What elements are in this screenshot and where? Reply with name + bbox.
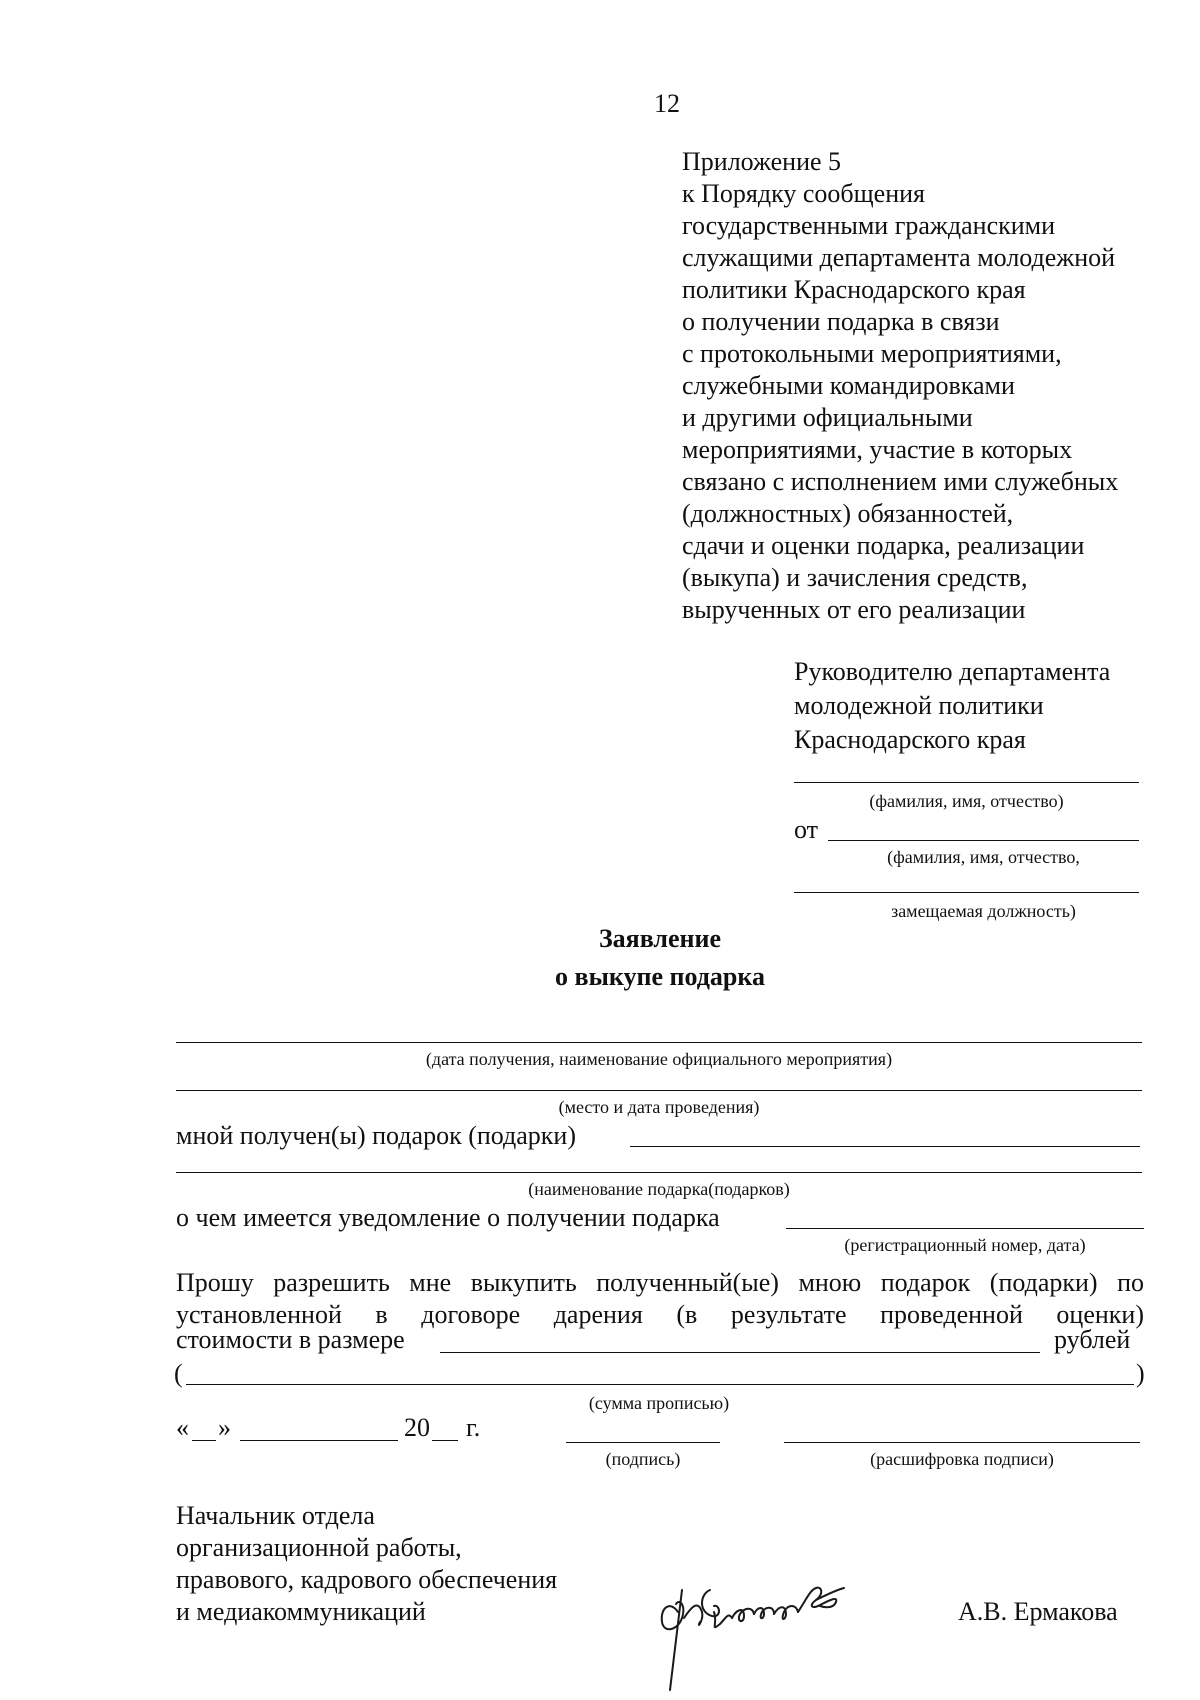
appendix-line: служебными командировками	[682, 371, 1015, 400]
cost-field[interactable]	[440, 1352, 1040, 1353]
request-line: Прошу разрешить мне выкупить полученный(ые) мною подарок (подарки) по	[176, 1268, 1144, 1297]
notice-label: о чем имеется уведомление о получении подарка	[176, 1203, 720, 1232]
title-line: о выкупе подарка	[555, 962, 765, 991]
rubles-label: рублей	[1054, 1325, 1131, 1354]
appendix-line: Приложение 5	[682, 147, 842, 176]
cost-label: стоимости в размере	[176, 1325, 405, 1354]
appendix-line: государственными гражданскими	[682, 211, 1056, 240]
decode-field[interactable]	[784, 1442, 1140, 1443]
addressee-line: молодежной политики	[794, 691, 1044, 720]
date-year-suffix: г.	[466, 1413, 481, 1442]
from-name-caption: (фамилия, имя, отчество,	[887, 847, 1080, 867]
footer-position-line: организационной работы,	[176, 1533, 462, 1562]
title-line: Заявление	[598, 924, 722, 953]
appendix-line: с протокольными мероприятиями,	[682, 339, 1062, 368]
date-day-field[interactable]	[192, 1440, 216, 1441]
appendix-line: политики Краснодарского края	[682, 275, 1026, 304]
signature-caption: (подпись)	[605, 1449, 681, 1469]
from-name-field[interactable]	[828, 840, 1139, 841]
date-quote-close: »	[218, 1413, 231, 1442]
appendix-line: вырученных от его реализации	[682, 595, 1026, 624]
footer-name: А.В. Ермакова	[958, 1597, 1118, 1626]
appendix-block	[682, 146, 1118, 626]
addressee-name-field[interactable]	[794, 782, 1139, 783]
event-field[interactable]	[176, 1042, 1142, 1043]
appendix-line: к Порядку сообщения	[682, 179, 925, 208]
request-text	[176, 1267, 1144, 1331]
appendix-line: мероприятиями, участие в которых	[682, 435, 1073, 464]
appendix-line: о получении подарка в связи	[682, 307, 1000, 336]
footer-position-line: правового, кадрового обеспечения	[176, 1565, 558, 1594]
appendix-line: и другими официальными	[682, 403, 973, 432]
sum-words-field[interactable]	[186, 1384, 1134, 1385]
appendix-line: связано с исполнением ими служебных	[682, 467, 1119, 496]
received-label: мной получен(ы) подарок (подарки)	[176, 1121, 577, 1150]
page-number: 12	[654, 89, 680, 118]
appendix-line: (должностных) обязанностей,	[682, 499, 1014, 528]
from-label: от	[794, 815, 819, 844]
date-year-field[interactable]	[432, 1440, 458, 1441]
place-caption: (место и дата проведения)	[558, 1097, 760, 1117]
footer-position	[176, 1500, 557, 1628]
date-month-field[interactable]	[240, 1440, 398, 1441]
appendix-line: (выкупа) и зачисления средств,	[682, 563, 1028, 592]
date-quote-open: «	[176, 1413, 189, 1442]
reg-caption: (регистрационный номер, дата)	[844, 1235, 1086, 1255]
place-field[interactable]	[176, 1090, 1142, 1091]
paren-close: )	[1136, 1359, 1145, 1388]
footer-position-line: и медиакоммуникаций	[176, 1597, 426, 1626]
document-title	[0, 920, 1200, 996]
addressee-line: Руководителю департамента	[794, 657, 1111, 686]
request-line: установленной в договоре дарения (в результате проведенной оценки)	[176, 1300, 1144, 1329]
event-caption: (дата получения, наименование официального мероприятия)	[425, 1049, 893, 1069]
addressee-block	[794, 655, 1110, 757]
footer-position-line: Начальник отдела	[176, 1501, 375, 1530]
from-position-field[interactable]	[794, 892, 1139, 893]
sum-caption: (сумма прописью)	[588, 1393, 730, 1413]
date-year-prefix: 20	[404, 1413, 430, 1442]
appendix-line: сдачи и оценки подарка, реализации	[682, 531, 1085, 560]
paren-open: (	[174, 1359, 183, 1388]
handwritten-signature	[640, 1560, 890, 1700]
addressee-name-caption: (фамилия, имя, отчество)	[869, 791, 1064, 811]
addressee-line: Краснодарского края	[794, 725, 1026, 754]
gift-field-2[interactable]	[176, 1172, 1142, 1173]
notice-field[interactable]	[786, 1228, 1144, 1229]
gift-field[interactable]	[630, 1146, 1140, 1147]
from-position-caption: замещаемая должность)	[891, 901, 1076, 921]
appendix-line: служащими департамента молодежной	[682, 243, 1116, 272]
gift-name-caption: (наименование подарка(подарков)	[528, 1179, 790, 1199]
decode-caption: (расшифровка подписи)	[870, 1449, 1054, 1469]
signature-field[interactable]	[566, 1442, 720, 1443]
